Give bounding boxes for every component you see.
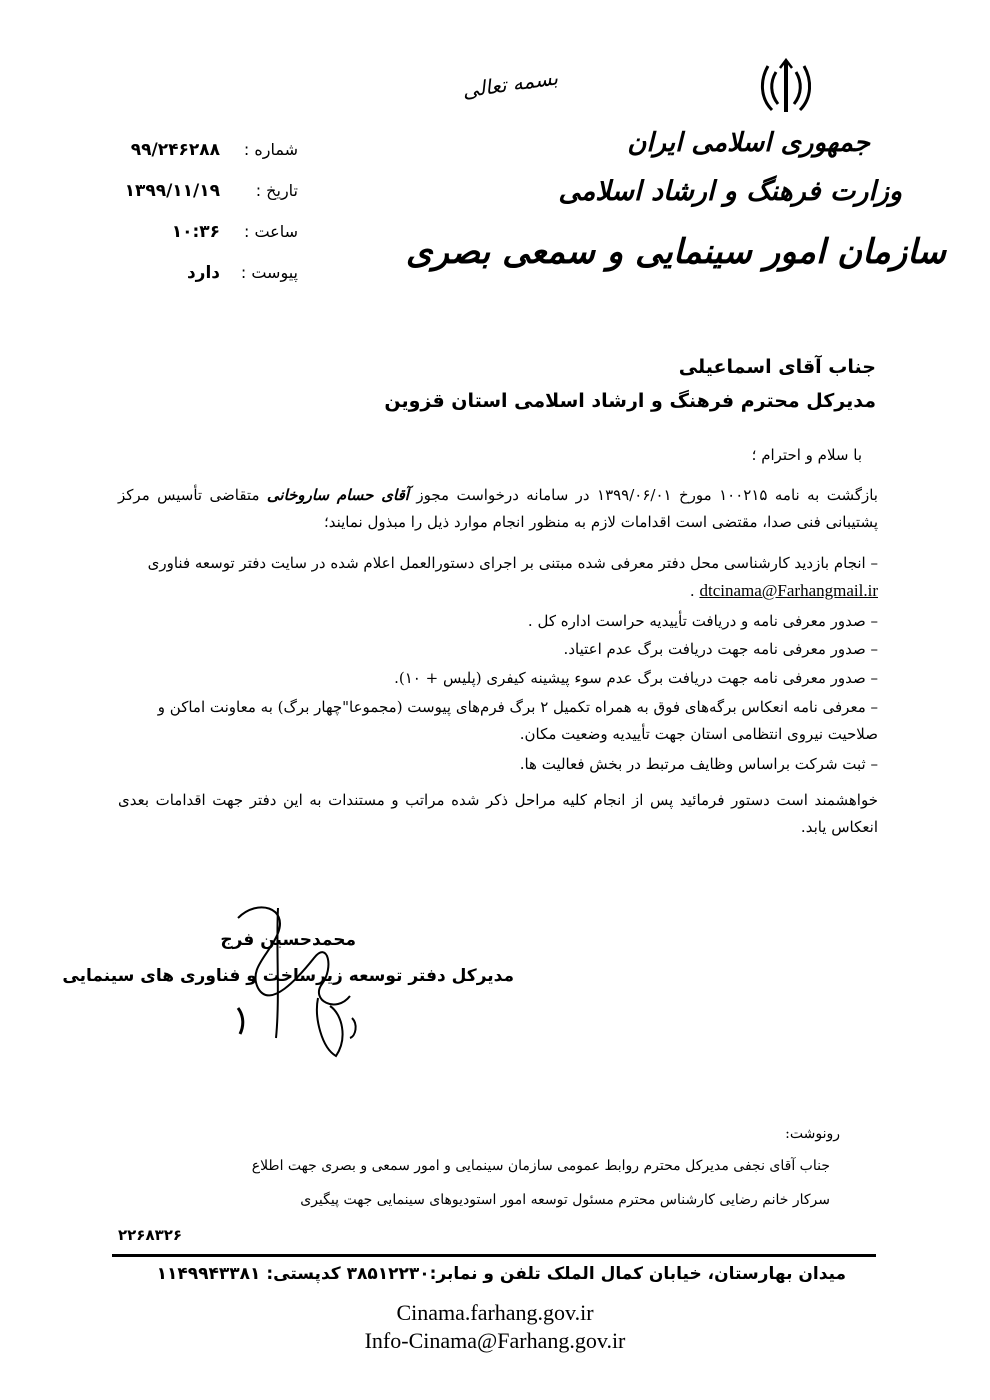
footer-divider bbox=[112, 1254, 876, 1257]
greeting: با سلام و احترام ؛ bbox=[751, 446, 862, 464]
attachment-value: دارد bbox=[186, 263, 220, 283]
closing-paragraph: خواهشمند است دستور فرمائید پس از انجام کلیه مراحل ذکر شده مراتب و مستندات به این دفتر جهت اقدامات بعدی انعکاس یابد. bbox=[118, 791, 878, 836]
recipient-name: جناب آقای اسماعیلی bbox=[678, 356, 876, 378]
org-line-1: جمهوری اسلامی ایران bbox=[627, 128, 870, 158]
email-link[interactable]: dtcinama@Farhangmail.ir bbox=[699, 581, 878, 600]
signer-name: محمدحسین فرج bbox=[220, 930, 356, 950]
recipient-title: مدیرکل محترم فرهنگ و ارشاد اسلامی استان قزوین bbox=[384, 390, 876, 412]
bismillah: بسمه تعالی bbox=[460, 65, 560, 103]
footer-email[interactable]: Info-Cinama@Farhang.gov.ir bbox=[364, 1328, 626, 1353]
date-value: ۱۳۹۹/۱۱/۱۹ bbox=[124, 181, 220, 201]
item1-text: – انجام بازدید کارشناسی محل دفتر معرفی شده مبتنی بر اجرای دستورالعمل اعلام شده در سایت دفتر توسعه فناوری bbox=[147, 554, 878, 572]
footer-address: میدان بهارستان، خیابان کمال الملک تلفن و نمابر:۳۸۵۱۲۲۳۰ کدپستی: ۱۱۴۹۹۴۳۳۸۱ bbox=[156, 1264, 846, 1284]
cc-line: جناب آقای نجفی مدیرکل محترم روابط عمومی سازمان سینمایی و امور سمعی و بصری جهت اطلاع bbox=[251, 1158, 830, 1174]
time-value: ۱۰:۳۶ bbox=[171, 222, 220, 242]
cc-label: رونوشت: bbox=[785, 1126, 840, 1142]
time-label: ساعت : bbox=[243, 222, 298, 241]
signer-title: مدیرکل دفتر توسعه زیرساخت و فناوری های سینمایی bbox=[62, 966, 514, 986]
cc-line: سرکار خانم رضایی کارشناس محترم مسئول توسعه امور استودیوهای سینمایی جهت پیگیری bbox=[300, 1192, 830, 1208]
intro-text-after: متقاضی تأسیس مرکز پشتیبانی فنی صدا، مقتضی است اقدامات لازم به منظور انجام موارد ذیل را مبذول نمایند؛ bbox=[118, 486, 878, 531]
attachment-label: پیوست : bbox=[240, 263, 298, 282]
list-item: – معرفی نامه انعکاس برگه‌های فوق به همراه تکمیل ۲ برگ فرم‌های پیوست (مجموعا"چهار برگ) به معاونت اماکن و صلاحیت نیروی انتظامی استان جهت تأییدیه وضعیت مکان. bbox=[157, 698, 878, 743]
date-label: تاریخ : bbox=[255, 181, 298, 200]
list-item: – ثبت شرکت براساس وظایف مرتبط در بخش فعالیت ها. bbox=[519, 755, 878, 773]
intro-text-before: بازگشت به نامه ۱۰۰۲۱۵ مورخ ۱۳۹۹/۰۶/۰۱ در سامانه درخواست مجوز bbox=[408, 486, 878, 504]
applicant-name: آقای حسام ساروخانی bbox=[266, 486, 409, 504]
item1-end: . bbox=[689, 582, 700, 600]
number-label: شماره : bbox=[243, 140, 298, 159]
org-line-2: وزارت فرهنگ و ارشاد اسلامی bbox=[558, 176, 902, 207]
org-line-3: سازمان امور سینمایی و سمعی بصری bbox=[405, 232, 946, 272]
iran-emblem-icon bbox=[756, 58, 816, 118]
intro-paragraph bbox=[118, 482, 878, 536]
footer-website[interactable]: Cinama.farhang.gov.ir bbox=[396, 1300, 594, 1325]
list-item: – صدور معرفی نامه و دریافت تأییدیه حراست اداره کل . bbox=[527, 612, 878, 630]
reference-number: ۲۲۶۸۳۲۶ bbox=[118, 1226, 183, 1244]
list-item bbox=[118, 550, 878, 605]
list-item: – صدور معرفی نامه جهت دریافت برگ عدم اعتیاد. bbox=[563, 640, 878, 658]
number-value: ۹۹/۲۴۶۲۸۸ bbox=[130, 140, 220, 160]
list-item: – صدور معرفی نامه جهت دریافت برگ عدم سوء پیشینه کیفری (پلیس + ۱۰). bbox=[394, 669, 878, 687]
